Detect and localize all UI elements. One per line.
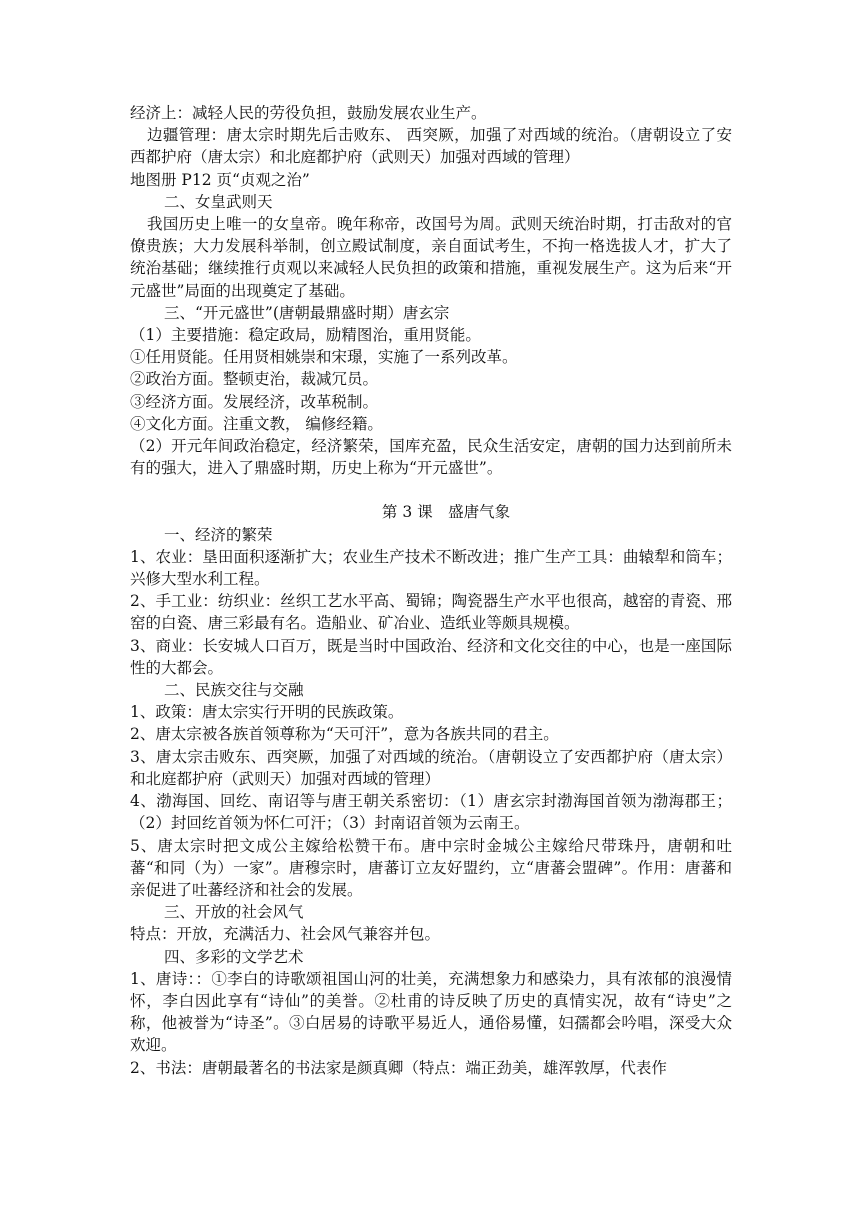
text-line: （1）主要措施：稳定政局，励精图治，重用贤能。 [130, 326, 481, 345]
text-line: 1、唐诗：：①李白的诗歌颂祖国山河的壮美，充满想象力和感染力，具有浓郁的浪漫情怀，李白因此享有“诗仙”的美誉。②杜甫的诗反映了历史的真情实况，故有“诗史”之称，他被誉为“诗圣”。③白居易的诗歌平易近人，通俗易懂，妇孺都会吟唱，深受大众欢迎。 [130, 969, 732, 1055]
text-line: 2、手工业：纺织业：丝织工艺水平高、蜀锦；陶瓷器生产水平也很高，越窑的青瓷、邢窑的白瓷、唐三彩最有名。造船业、矿冶业、造纸业等颇具规模。 [130, 592, 732, 633]
section-heading: 二、女皇武则天 [164, 192, 273, 211]
document-page [130, 102, 732, 1079]
text-line: 3、商业：长安城人口百万，既是当时中国政治、经济和文化交往的中心，也是一座国际性的大都会。 [130, 636, 732, 677]
text-line: ③经济方面。发展经济，改革税制。 [130, 392, 379, 411]
text-line: 1、农业：垦田面积逐渐扩大；农业生产技术不断改进；推广生产工具：曲辕犁和筒车；兴修大型水利工程。 [130, 547, 732, 589]
text-line: 5、唐太宗时把文成公主嫁给松赞干布。唐中宗时金城公主嫁给尺带珠丹，唐朝和吐蕃“和同（为）一家”。唐穆宗时，唐蕃订立友好盟约，立“唐蕃会盟碑”。作用：唐蕃和亲促进了吐蕃经济和社会的发展。 [130, 836, 732, 899]
text-line: ④文化方面。注重文教， 编修经籍。 [130, 414, 383, 433]
section-heading: 四、多彩的文学艺术 [164, 947, 304, 966]
text-line: ①任用贤能。任用贤相姚崇和宋璟，实施了一系列改革。 [130, 348, 518, 367]
section-heading: 三、“开元盛世”(唐朝最鼎盛时期）唐玄宗 [164, 303, 450, 322]
text-line: 4、渤海国、回纥、南诏等与唐王朝关系密切：（1）唐玄宗封渤海国首领为渤海郡王；（2）封回纥首领为怀仁可汗；（3）封南诏首领为云南王。 [130, 792, 732, 833]
text-line: 1、政策：唐太宗实行开明的民族政策。 [130, 703, 404, 722]
text-line: 经济上：减轻人民的劳役负担，鼓励发展农业生产。 [130, 104, 487, 122]
section-heading: 三、开放的社会风气 [164, 903, 304, 922]
text-line: ②政治方面。整顿吏治，裁减冗员。 [130, 370, 379, 389]
lesson-title: 第 3 课 盛唐气象 [381, 503, 511, 522]
text-line: 边疆管理：唐太宗时期先后击败东、 西突厥，加强了对西域的统治。（唐朝设立了安西都护府（唐太宗）和北庭都护府（武则天）加强对西域的管理） [130, 126, 732, 167]
spacer [130, 479, 732, 501]
section-heading: 二、民族交往与交融 [164, 681, 304, 700]
text-line: 2、书法：唐朝最著名的书法家是颜真卿（特点：端正劲美，雄浑敦厚，代表作 [130, 1058, 667, 1077]
text-line: 3、唐太宗击败东、西突厥，加强了对西域的统治。（唐朝设立了安西都护府（唐太宗）和北庭都护府（武则天）加强对西域的管理） [130, 747, 732, 788]
text-line: 2、唐太宗被各族首领尊称为“天可汗”，意为各族共同的君主。 [130, 725, 559, 744]
text-line: （2）开元年间政治稳定，经济繁荣，国库充盈，民众生活安定，唐朝的国力达到前所未有的强大，进入了鼎盛时期，历史上称为“开元盛世”。 [130, 437, 732, 478]
text-line: 地图册 P12 页“贞观之治” [130, 170, 310, 189]
text-line: 我国历史上唯一的女皇帝。晚年称帝，改国号为周。武则天统治时期，打击敌对的官僚贵族；大力发展科举制，创立殿试制度，亲自面试考生，不拘一格选拔人才，扩大了统治基础；继续推行贞观以来减轻人民负担的政策和措施，重视发展生产。这为后来“开元盛世”局面的出现奠定了基础。 [130, 215, 732, 300]
section-heading: 一、经济的繁荣 [164, 525, 273, 544]
text-line: 特点：开放，充满活力、社会风气兼容并包。 [130, 925, 441, 944]
